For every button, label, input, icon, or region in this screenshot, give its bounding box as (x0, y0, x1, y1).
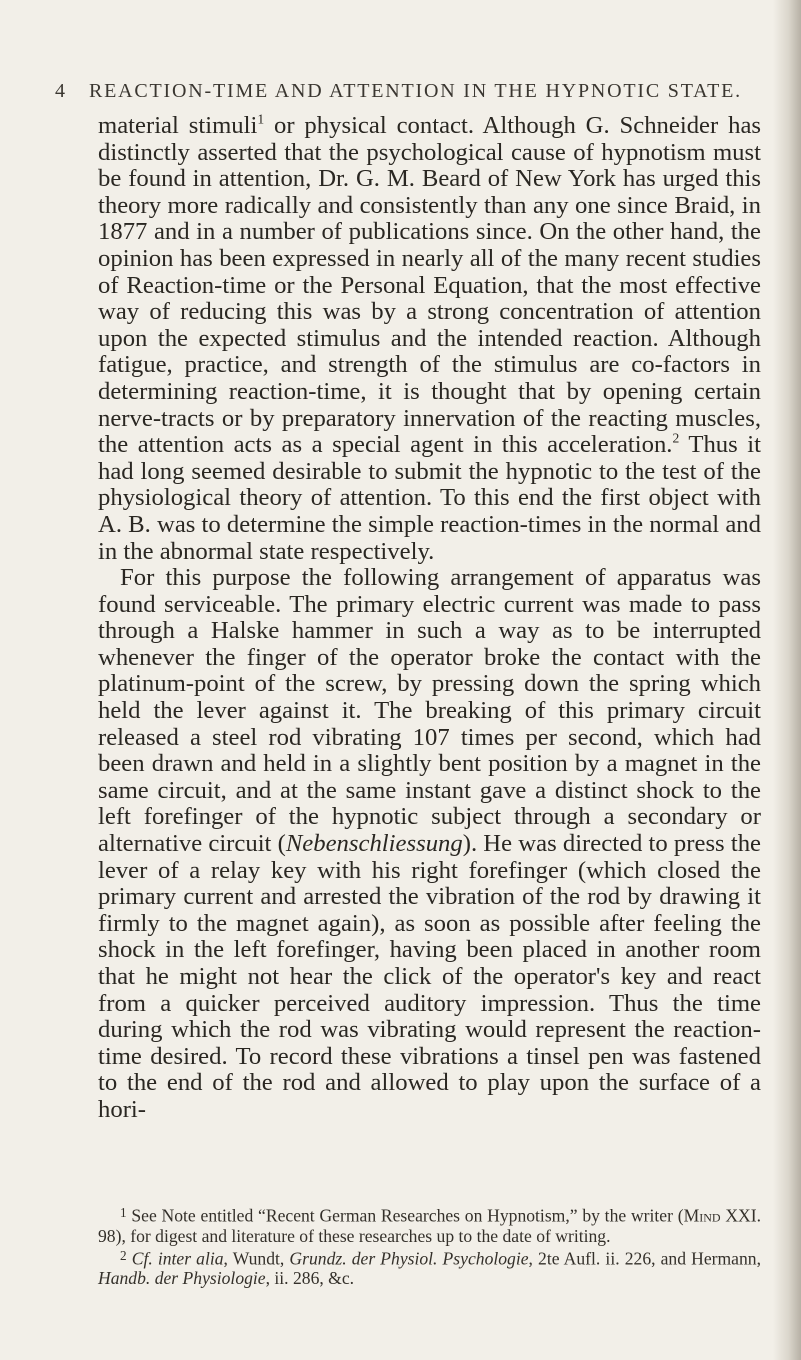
footnote-2-italic-2: Grundz. der Physiol. Psychologie (289, 1248, 529, 1269)
footnote-2-number: 2 (120, 1247, 127, 1263)
footnote-1-text-a: See Note entitled “Recent German Researches on Hypnotism,” by the writer ( (131, 1205, 684, 1226)
footnote-2-italic-3: Handb. der Physiologie (98, 1268, 266, 1289)
footnote-2-text-b: , 2te Aufl. ii. 226, and Hermann, (528, 1248, 761, 1269)
footnote-2-text-c: , ii. 286, &c. (265, 1268, 355, 1289)
page-edge-shadow (773, 0, 801, 1360)
running-title: REACTION-TIME AND ATTENTION IN THE HYPNOTIC STATE. (89, 80, 742, 102)
page-number: 4 (55, 80, 67, 102)
paragraph-1-text-a: material stimuli (98, 112, 258, 139)
running-header (55, 80, 755, 103)
footnote-2-italic-1: Cf. inter alia (131, 1248, 224, 1269)
footnote-ref-1: 1 (257, 111, 265, 127)
footnote-1 (98, 1203, 761, 1246)
paragraph-2-text-b: ). He was directed to press the lever of a relay key with his right forefinger (which closed the primary current and arrested the vibration of the rod by drawing it firmly to the magnet again), as soon as possible after feeling the shock in the left forefinger, having been placed in another room that he might not hear the click of the operator's key and react from a quicker perceived auditory impression. Thus the time during which the rod was vibrating would represent the reaction-time desired. To record these vibrations a tinsel pen was fastened to the end of the rod and allowed to play upon the surface of a hori- (98, 830, 762, 1123)
paragraph-2 (98, 565, 761, 1123)
paragraph-1-text-b: or physical contact. Although G. Schneider has distinctly asserted that the psychological cause of hypnotism must be found in attention, Dr. G. M. Beard of New York has urged this theory more radically and consistently than any one since Braid, in 1877 and in a number of publications since. On the other hand, the opinion has been expressed in nearly all of the many recent studies of Reaction-time or the Personal Equation, that the most effective way of reducing this was by a strong concentration of attention upon the expected stimulus and the intended reaction. Although fatigue, practice, and strength of the stimulus are co-factors in determining reaction-time, it is thought that by opening certain nerve-tracts or by preparatory innervation of the reacting muscles, the attention acts as a special agent in this acceleration. (98, 112, 762, 459)
paragraph-1 (98, 113, 761, 565)
footnote-2-text-a: , Wundt, (223, 1248, 290, 1269)
footnote-1-journal: Mind (683, 1205, 721, 1226)
footnotes (98, 1203, 761, 1288)
footnote-2 (98, 1246, 761, 1289)
paragraph-2-text-a: For this purpose the following arrangement of apparatus was found serviceable. The primary electric current was made to pass through a Halske hammer in such a way as to be interrupted whenever the finger of the operator broke the contact with the platinum-point of the screw, by pressing down the spring which held the lever against it. The breaking of this primary circuit released a steel rod vibrating 107 times per second, which had been drawn and held in a slightly bent position by a magnet in the same circuit, and at the same instant gave a distinct shock to the left forefinger of the hypnotic subject through a secondary or alternative circuit ( (98, 564, 761, 858)
paragraph-2-italic-term: Nebenschliessung (285, 830, 463, 858)
footnote-1-text-b: XXI. 98), for digest and literature of these researches up to the date of writing. (98, 1205, 761, 1246)
footnote-1-number: 1 (120, 1205, 127, 1220)
footnote-ref-2: 2 (672, 430, 680, 446)
body-text (98, 113, 761, 1124)
paragraph-1-text-c: Thus it had long seemed desirable to submit the hypnotic to the test of the physiological theory of attention. To this end the first object with A. B. was to determine the simple reaction-times in the normal and in the abnormal state respectively. (98, 431, 761, 565)
